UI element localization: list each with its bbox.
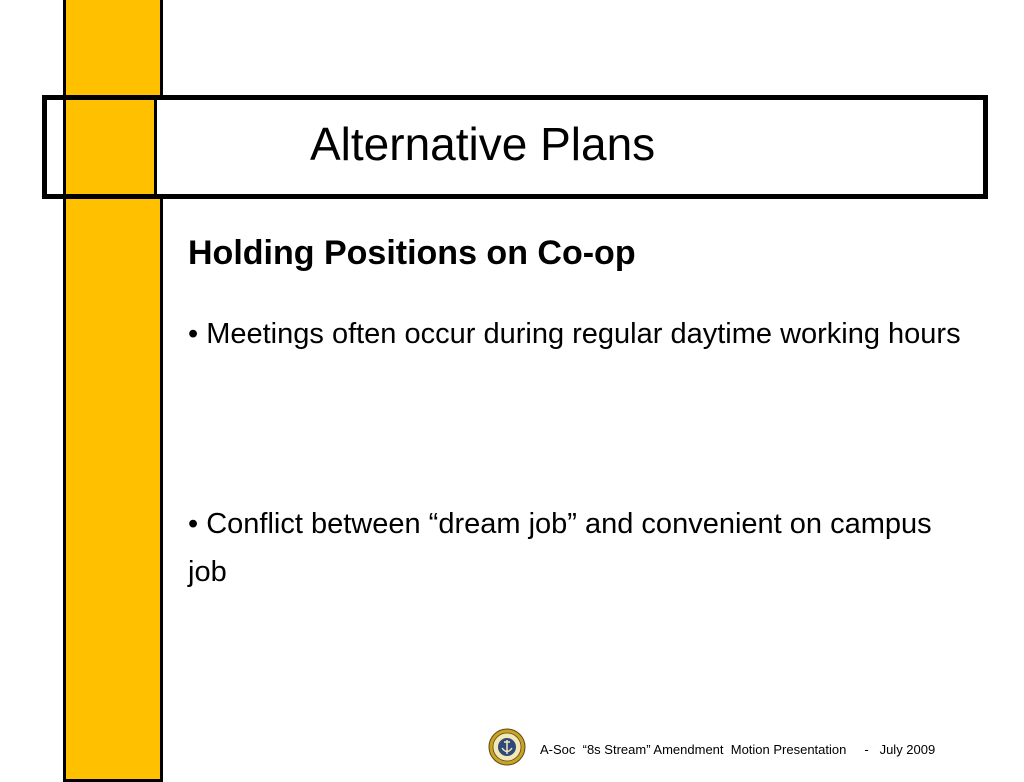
slide-footer — [488, 728, 1024, 768]
slide-title: Alternative Plans — [310, 118, 656, 170]
seal-logo-icon — [488, 728, 526, 766]
title-box-accent-segment — [63, 100, 157, 194]
slide-subheading: Holding Positions on Co-op — [188, 234, 636, 272]
bullet-item-1: • Meetings often occur during regular daytime working hours — [188, 318, 961, 350]
bullet-item-2: • Conflict between “dream job” and convenient on campus job — [188, 508, 932, 588]
footer-caption: A-Soc “8s Stream” Amendment Motion Presentation - July 2009 — [540, 742, 936, 757]
